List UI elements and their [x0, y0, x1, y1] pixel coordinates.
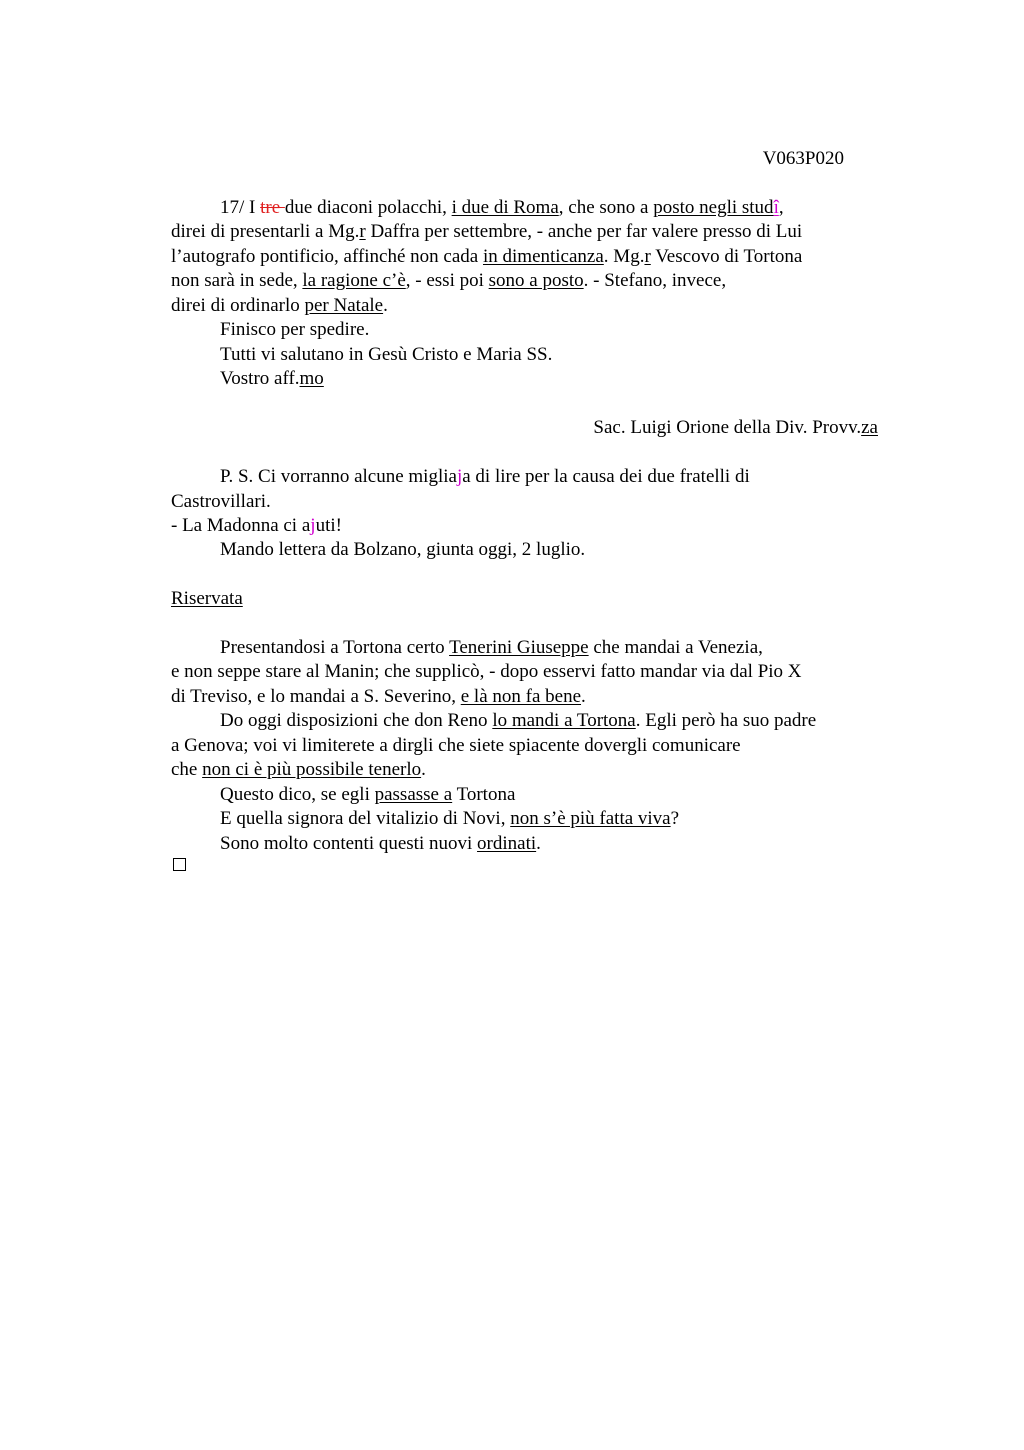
text-line: [171, 758, 426, 782]
text-line: [220, 783, 515, 807]
underlined-text: e là non fa bene: [460, 686, 582, 707]
text-line: Mando lettera da Bolzano, giunta oggi, 2 luglio.: [220, 539, 586, 560]
underlined-text: la ragione c’è: [302, 270, 406, 291]
text-span: , - essi poi: [405, 270, 489, 291]
text-line: [171, 245, 802, 269]
underlined-text: non s’è più fatta viva: [510, 808, 671, 829]
text-span: che mandai a Venezia,: [588, 637, 763, 658]
text-span: uti!: [315, 515, 342, 536]
text-line: [171, 294, 388, 318]
text-span: .: [421, 759, 426, 780]
text-line: Tutti vi salutano in Gesù Cristo e Maria SS.: [220, 344, 553, 365]
text-span: due diaconi polacchi,: [284, 197, 452, 218]
text-span: P. S. Ci vorranno alcune miglia: [220, 466, 457, 487]
text-span: che: [171, 759, 203, 780]
text-span: ,: [778, 197, 784, 218]
text-span: 17/ I: [220, 197, 261, 218]
signature-line: [593, 416, 878, 440]
highlighted-char: j: [456, 466, 463, 487]
underlined-text: mo: [299, 368, 324, 389]
text-span: . Egli però ha suo padre: [635, 710, 817, 731]
underlined-text: r: [359, 221, 366, 242]
underlined-text: in dimenticanza: [482, 246, 604, 267]
text-line: [220, 465, 750, 489]
text-span: - La Madonna ci a: [171, 515, 311, 536]
text-line: e non seppe stare al Manin; che supplicò, - dopo esservi fatto mandar via dal Pio X: [171, 661, 802, 682]
underlined-text: non ci è più possibile tenerlo: [202, 759, 422, 780]
closing-line: [220, 367, 324, 391]
text-span: Vescovo di Tortona: [650, 246, 803, 267]
underlined-text: passasse a: [374, 784, 453, 805]
underlined-text: lo mandi a Tortona: [492, 710, 636, 731]
underlined-text: za: [861, 417, 878, 438]
underlined-text: sono a posto: [488, 270, 584, 291]
text-span: .: [383, 295, 388, 316]
text-span: Tortona: [452, 784, 516, 805]
text-span: a di lire per la causa dei due fratelli di: [462, 466, 750, 487]
underlined-text: i due di Roma: [451, 197, 559, 218]
text-span: , che sono a: [558, 197, 654, 218]
text-line: [171, 514, 342, 538]
text-span: Daffra per settembre, - anche per far valere presso di Lui: [365, 221, 803, 242]
deleted-text: tre: [260, 197, 285, 218]
text-span: . - Stefano, invece,: [583, 270, 727, 291]
text-line: [171, 685, 586, 709]
text-span: Do oggi disposizioni che don Reno: [220, 710, 493, 731]
text-line: [220, 196, 784, 220]
section-heading: Riservata: [171, 588, 243, 609]
text-line: Castrovillari.: [171, 491, 271, 512]
text-span: Vostro aff.: [220, 368, 300, 389]
text-line: Finisco per spedire.: [220, 319, 370, 340]
text-span: .: [581, 686, 586, 707]
text-line: a Genova; voi vi limiterete a dirgli che siete spiacente dovergli comunicare: [171, 735, 741, 756]
text-line: [220, 807, 679, 831]
text-line: [220, 709, 816, 733]
underlined-text: posto negli stud: [653, 197, 774, 218]
text-span: Sac. Luigi Orione della Div. Provv.: [593, 417, 862, 438]
text-span: Questo dico, se egli: [220, 784, 375, 805]
text-line: [171, 220, 802, 244]
text-span: E quella signora del vitalizio di Novi,: [220, 808, 511, 829]
end-marker-box-icon: [173, 858, 186, 871]
text-span: direi di ordinarlo: [171, 295, 305, 316]
highlighted-char: j: [310, 515, 316, 536]
text-span: . Mg.: [603, 246, 645, 267]
underlined-text: ordinati: [477, 833, 537, 854]
text-span: l’autografo pontificio, affinché non cada: [171, 246, 483, 267]
text-line: [220, 832, 541, 856]
underlined-text: Tenerini Giuseppe: [449, 637, 589, 658]
text-span: di Treviso, e lo mandai a S. Severino,: [171, 686, 461, 707]
underlined-text: r: [644, 246, 651, 267]
text-line: [171, 269, 726, 293]
text-span: non sarà in sede,: [171, 270, 303, 291]
text-span: ?: [670, 808, 680, 829]
underlined-text: per Natale: [304, 295, 384, 316]
text-line: [220, 636, 763, 660]
text-span: .: [536, 833, 541, 854]
highlighted-char: î: [773, 197, 779, 218]
text-span: Presentandosi a Tortona certo: [220, 637, 450, 658]
page-identifier: V063P020: [762, 148, 844, 169]
text-span: Sono molto contenti questi nuovi: [220, 833, 478, 854]
text-span: direi di presentarli a Mg.: [171, 221, 360, 242]
